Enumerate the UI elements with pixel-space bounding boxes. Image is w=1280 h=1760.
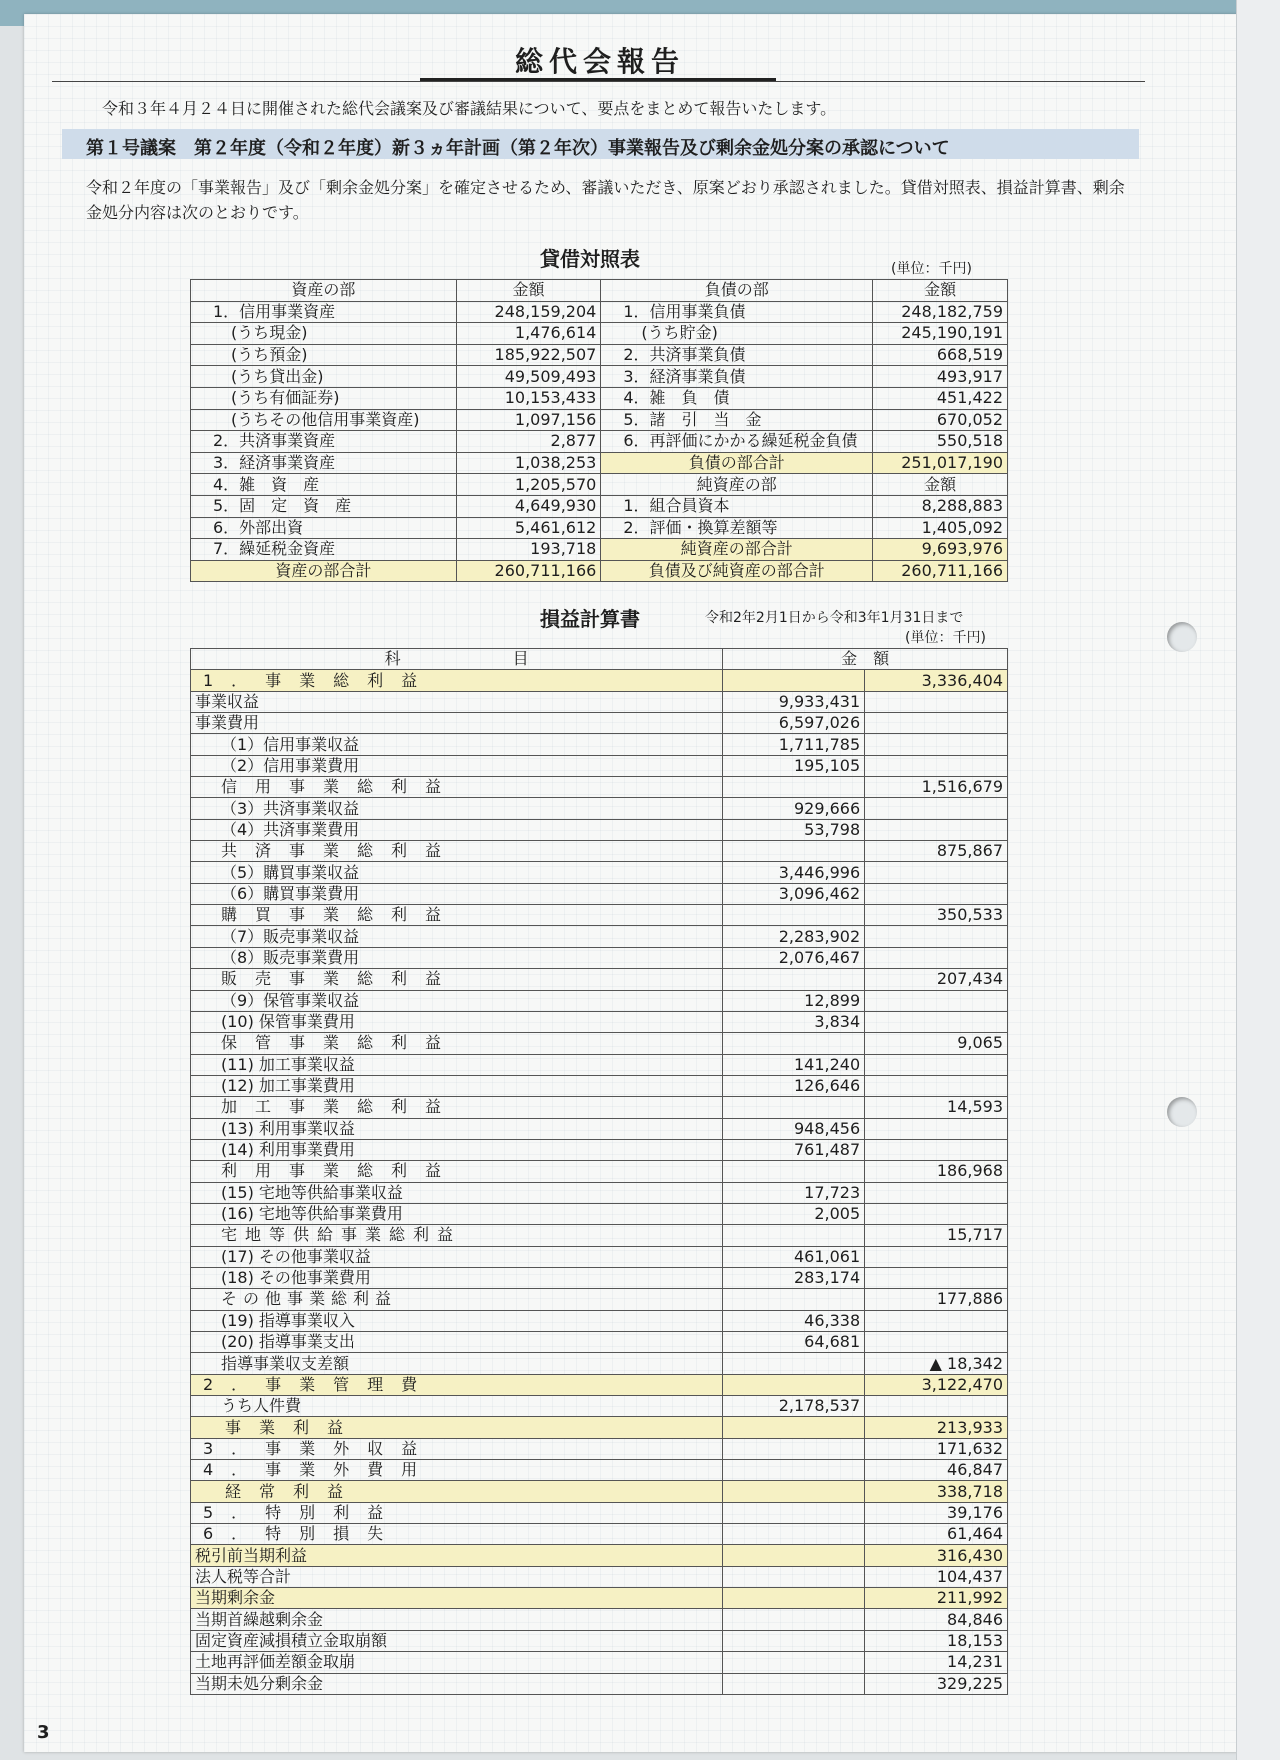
row-value	[865, 713, 1008, 734]
table-row	[191, 1353, 1008, 1374]
balance-sheet-header	[191, 280, 1008, 302]
table-row	[191, 1182, 1008, 1203]
row-value	[865, 1139, 1008, 1160]
liability-value: 668,519	[873, 344, 1008, 366]
row-subvalue: 6,597,026	[723, 713, 865, 734]
page-edge	[1236, 0, 1280, 1760]
row-label: その他事業総利益	[191, 1289, 723, 1310]
grand-total-value: 260,711,166	[873, 560, 1008, 582]
table-row	[191, 947, 1008, 968]
row-value	[865, 1075, 1008, 1096]
row-subvalue	[723, 1225, 865, 1246]
row-value	[865, 691, 1008, 712]
liability-label: 1．組合員資本	[601, 495, 873, 517]
asset-label: 6．外部出資	[191, 517, 457, 539]
row-label: 販売事業総利益	[191, 969, 723, 990]
row-subvalue	[723, 1374, 865, 1395]
income-statement-period: 令和2年2月1日から令和3年1月31日まで	[705, 610, 964, 626]
row-subvalue	[723, 1417, 865, 1438]
row-label: 6．特別損失	[191, 1524, 723, 1545]
row-subvalue	[723, 1460, 865, 1481]
row-label: (13) 利用事業収益	[191, 1118, 723, 1139]
page-number: 3	[37, 1722, 50, 1743]
row-label: 4．事業外費用	[191, 1460, 723, 1481]
asset-value: 1,205,570	[456, 474, 601, 496]
row-value: 39,176	[865, 1502, 1008, 1523]
row-label: （5）購買事業収益	[191, 862, 723, 883]
asset-label: 5．固 定 資 産	[191, 495, 457, 517]
liabilities-total-label: 負債の部合計	[601, 452, 873, 474]
liability-value: 550,518	[873, 431, 1008, 453]
row-value	[865, 1310, 1008, 1331]
row-value	[865, 1054, 1008, 1075]
row-value	[865, 1118, 1008, 1139]
liability-label: 1．信用事業負債	[601, 301, 873, 323]
row-subvalue	[723, 1289, 865, 1310]
row-label: （6）購買事業費用	[191, 883, 723, 904]
row-label: 事業利益	[191, 1417, 723, 1438]
liability-label: 3．経済事業負債	[601, 366, 873, 388]
row-subvalue: 53,798	[723, 819, 865, 840]
row-subvalue: 2,076,467	[723, 947, 865, 968]
row-subvalue: 46,338	[723, 1310, 865, 1331]
table-row	[191, 1033, 1008, 1054]
assets-total-value: 260,711,166	[456, 560, 601, 582]
row-value	[865, 883, 1008, 904]
liability-value: 8,288,883	[873, 495, 1008, 517]
income-statement-table	[190, 648, 1008, 1695]
liabilities-header: 負債の部	[601, 280, 873, 302]
row-subvalue: 12,899	[723, 990, 865, 1011]
row-value	[865, 819, 1008, 840]
table-row	[191, 1267, 1008, 1288]
row-subvalue: 3,096,462	[723, 883, 865, 904]
row-label: (15) 宅地等供給事業収益	[191, 1182, 723, 1203]
table-row	[191, 1118, 1008, 1139]
table-row	[191, 1481, 1008, 1502]
row-value	[865, 755, 1008, 776]
row-value	[865, 1396, 1008, 1417]
row-value	[865, 990, 1008, 1011]
row-subvalue	[723, 1566, 865, 1587]
summary-paragraph: 令和２年度の「事業報告」及び「剰余金処分案」を確定させるため、審議いただき、原案どおり承認されました。貸借対照表、損益計算書、剰余金処分内容は次のとおりです。	[86, 178, 1125, 222]
row-subvalue: 2,005	[723, 1203, 865, 1224]
row-subvalue: 2,178,537	[723, 1396, 865, 1417]
row-label: （4）共済事業費用	[191, 819, 723, 840]
table-row	[191, 344, 1008, 366]
row-value: 84,846	[865, 1609, 1008, 1630]
table-row	[191, 323, 1008, 345]
assets-total-label: 資産の部合計	[191, 560, 457, 582]
row-subvalue: 283,174	[723, 1267, 865, 1288]
row-value: 316,430	[865, 1545, 1008, 1566]
table-row	[191, 1588, 1008, 1609]
row-subvalue	[723, 1161, 865, 1182]
asset-value: 2,877	[456, 431, 601, 453]
table-row	[191, 1097, 1008, 1118]
table-row	[191, 1630, 1008, 1651]
table-row	[191, 1438, 1008, 1459]
asset-value: 1,476,614	[456, 323, 601, 345]
table-row	[191, 691, 1008, 712]
liability-value: 248,182,759	[873, 301, 1008, 323]
table-row	[191, 862, 1008, 883]
table-row	[191, 926, 1008, 947]
table-row	[191, 409, 1008, 431]
row-value	[865, 1332, 1008, 1353]
row-value	[865, 947, 1008, 968]
table-row	[191, 1460, 1008, 1481]
row-label: 宅地等供給事業総利益	[191, 1225, 723, 1246]
asset-label: 2．共済事業資産	[191, 431, 457, 453]
row-label: 加工事業総利益	[191, 1097, 723, 1118]
intro-text: 令和３年４月２４日に開催された総代会議案及び審議結果について、要点をまとめて報告いたします。	[102, 99, 837, 118]
row-label: 共済事業総利益	[191, 841, 723, 862]
row-label: （7）販売事業収益	[191, 926, 723, 947]
table-row	[191, 1332, 1008, 1353]
table-row	[191, 841, 1008, 862]
table-row	[191, 539, 1008, 561]
row-label: (11) 加工事業収益	[191, 1054, 723, 1075]
row-subvalue: 461,061	[723, 1246, 865, 1267]
row-label: (18) その他事業費用	[191, 1267, 723, 1288]
row-subvalue: 761,487	[723, 1139, 865, 1160]
table-row	[191, 452, 1008, 474]
balance-sheet-title: 貸借対照表	[540, 247, 640, 271]
row-value	[865, 734, 1008, 755]
table-row	[191, 1502, 1008, 1523]
table-row	[191, 387, 1008, 409]
row-label: 1．事業総利益	[191, 670, 723, 691]
net-assets-header: 純資産の部	[601, 474, 873, 496]
row-label: 事業収益	[191, 691, 723, 712]
row-subvalue	[723, 1673, 865, 1694]
table-row	[191, 734, 1008, 755]
row-subvalue: 17,723	[723, 1182, 865, 1203]
liability-value: 670,052	[873, 409, 1008, 431]
row-value: 104,437	[865, 1566, 1008, 1587]
liability-label: (うち貯金)	[601, 323, 873, 345]
liability-value: 493,917	[873, 366, 1008, 388]
row-subvalue: 929,666	[723, 798, 865, 819]
row-label: 税引前当期利益	[191, 1545, 723, 1566]
row-subvalue	[723, 670, 865, 691]
asset-value: 193,718	[456, 539, 601, 561]
table-row	[191, 366, 1008, 388]
row-value	[865, 926, 1008, 947]
table-row	[191, 777, 1008, 798]
table-row	[191, 1609, 1008, 1630]
row-value	[865, 862, 1008, 883]
row-subvalue	[723, 1097, 865, 1118]
table-row	[191, 560, 1008, 582]
row-label: 固定資産減損積立金取崩額	[191, 1630, 723, 1651]
table-row	[191, 755, 1008, 776]
asset-label: 7．繰延税金資産	[191, 539, 457, 561]
table-row	[191, 1054, 1008, 1075]
net-assets-total-label: 純資産の部合計	[601, 539, 873, 561]
row-label: (14) 利用事業費用	[191, 1139, 723, 1160]
assets-header: 資産の部	[191, 280, 457, 302]
table-row	[191, 1161, 1008, 1182]
liability-label: 2．評価・換算差額等	[601, 517, 873, 539]
row-label: (20) 指導事業支出	[191, 1332, 723, 1353]
row-value: 177,886	[865, 1289, 1008, 1310]
row-subvalue	[723, 1652, 865, 1673]
table-row	[191, 1310, 1008, 1331]
row-label: 法人税等合計	[191, 1566, 723, 1587]
row-label: 購買事業総利益	[191, 905, 723, 926]
row-subvalue: 195,105	[723, 755, 865, 776]
row-label: 事業費用	[191, 713, 723, 734]
table-row	[191, 1545, 1008, 1566]
table-row	[191, 1011, 1008, 1032]
table-row	[191, 1225, 1008, 1246]
table-row	[191, 819, 1008, 840]
row-value: 15,717	[865, 1225, 1008, 1246]
row-subvalue	[723, 1033, 865, 1054]
binder-hole	[1167, 1097, 1197, 1127]
asset-label: (うち有価証券)	[191, 387, 457, 409]
liability-label: 5．諸 引 当 金	[601, 409, 873, 431]
table-row	[191, 517, 1008, 539]
net-assets-total-value: 9,693,976	[873, 539, 1008, 561]
liabilities-total-value: 251,017,190	[873, 452, 1008, 474]
table-row	[191, 670, 1008, 691]
row-label: 利用事業総利益	[191, 1161, 723, 1182]
row-label: (19) 指導事業収入	[191, 1310, 723, 1331]
row-value: 211,992	[865, 1588, 1008, 1609]
row-subvalue: 126,646	[723, 1075, 865, 1096]
row-subvalue: 1,711,785	[723, 734, 865, 755]
asset-label: 1．信用事業資産	[191, 301, 457, 323]
row-value	[865, 1011, 1008, 1032]
liability-value: 245,190,191	[873, 323, 1008, 345]
table-row	[191, 798, 1008, 819]
title-rule	[52, 81, 1145, 82]
table-row	[191, 1246, 1008, 1267]
asset-value: 1,097,156	[456, 409, 601, 431]
row-subvalue	[723, 1502, 865, 1523]
row-value: 213,933	[865, 1417, 1008, 1438]
row-subvalue	[723, 969, 865, 990]
row-label: 指導事業収支差額	[191, 1353, 723, 1374]
asset-value: 248,159,204	[456, 301, 601, 323]
row-subvalue	[723, 841, 865, 862]
row-subvalue	[723, 1481, 865, 1502]
row-label: （9）保管事業収益	[191, 990, 723, 1011]
asset-label: (うちその他信用事業資産)	[191, 409, 457, 431]
table-row	[191, 1524, 1008, 1545]
table-row	[191, 474, 1008, 496]
table-row	[191, 1417, 1008, 1438]
row-subvalue: 3,446,996	[723, 862, 865, 883]
amount-header: 金額	[873, 474, 1008, 496]
balance-sheet-unit: (単位：千円)	[891, 261, 972, 277]
asset-label: 3．経済事業資産	[191, 452, 457, 474]
row-value	[865, 1267, 1008, 1288]
asset-value: 49,509,493	[456, 366, 601, 388]
row-subvalue: 948,456	[723, 1118, 865, 1139]
row-value: 338,718	[865, 1481, 1008, 1502]
liability-value: 451,422	[873, 387, 1008, 409]
row-subvalue	[723, 905, 865, 926]
liability-label: 6．再評価にかかる繰延税金負債	[601, 431, 873, 453]
row-value: 329,225	[865, 1673, 1008, 1694]
row-value: 3,336,404	[865, 670, 1008, 691]
item-header: 科 目	[191, 649, 723, 670]
row-label: (12) 加工事業費用	[191, 1075, 723, 1096]
asset-value: 185,922,507	[456, 344, 601, 366]
page-title: 総代会報告	[514, 45, 685, 78]
row-label: うち人件費	[191, 1396, 723, 1417]
grand-total-label: 負債及び純資産の部合計	[601, 560, 873, 582]
row-label: （3）共済事業収益	[191, 798, 723, 819]
row-label: （1）信用事業収益	[191, 734, 723, 755]
row-value: 1,516,679	[865, 777, 1008, 798]
row-value: 3,122,470	[865, 1374, 1008, 1395]
table-row	[191, 1075, 1008, 1096]
asset-value: 4,649,930	[456, 495, 601, 517]
row-subvalue	[723, 1438, 865, 1459]
row-subvalue: 2,283,902	[723, 926, 865, 947]
liability-value: 1,405,092	[873, 517, 1008, 539]
row-value: ▲ 18,342	[865, 1353, 1008, 1374]
asset-value: 5,461,612	[456, 517, 601, 539]
row-value: 350,533	[865, 905, 1008, 926]
liability-label: 4．雑 負 債	[601, 387, 873, 409]
row-value: 14,593	[865, 1097, 1008, 1118]
row-label: 当期首繰越剰余金	[191, 1609, 723, 1630]
row-label: （2）信用事業費用	[191, 755, 723, 776]
amount-header: 金 額	[723, 649, 1008, 670]
row-label: 5．特別利益	[191, 1502, 723, 1523]
row-label: 土地再評価差額金取崩	[191, 1652, 723, 1673]
row-label: 保管事業総利益	[191, 1033, 723, 1054]
row-value: 18,153	[865, 1630, 1008, 1651]
row-subvalue	[723, 1630, 865, 1651]
row-subvalue	[723, 1545, 865, 1566]
row-subvalue: 3,834	[723, 1011, 865, 1032]
table-row	[191, 1652, 1008, 1673]
row-label: 信用事業総利益	[191, 777, 723, 798]
row-value	[865, 798, 1008, 819]
row-label: 当期未処分剰余金	[191, 1673, 723, 1694]
table-row	[191, 990, 1008, 1011]
asset-label: (うち貸出金)	[191, 366, 457, 388]
row-label: (10) 保管事業費用	[191, 1011, 723, 1032]
row-label: 当期剰余金	[191, 1588, 723, 1609]
row-subvalue: 64,681	[723, 1332, 865, 1353]
row-label: 3．事業外収益	[191, 1438, 723, 1459]
row-value: 186,968	[865, 1161, 1008, 1182]
row-label: 経常利益	[191, 1481, 723, 1502]
row-subvalue	[723, 777, 865, 798]
income-header	[191, 649, 1008, 670]
row-value	[865, 1182, 1008, 1203]
table-row	[191, 713, 1008, 734]
binder-hole	[1167, 622, 1197, 652]
table-row	[191, 883, 1008, 904]
table-row	[191, 1289, 1008, 1310]
table-row	[191, 1396, 1008, 1417]
balance-sheet-table	[190, 279, 1008, 582]
asset-value: 10,153,433	[456, 387, 601, 409]
table-row	[191, 431, 1008, 453]
row-value: 46,847	[865, 1460, 1008, 1481]
income-statement-unit: (単位：千円)	[905, 630, 986, 646]
row-value: 207,434	[865, 969, 1008, 990]
row-value: 61,464	[865, 1524, 1008, 1545]
row-subvalue	[723, 1353, 865, 1374]
row-value: 14,231	[865, 1652, 1008, 1673]
table-row	[191, 1374, 1008, 1395]
asset-label: (うち現金)	[191, 323, 457, 345]
table-row	[191, 495, 1008, 517]
row-subvalue	[723, 1588, 865, 1609]
table-row	[191, 1673, 1008, 1694]
table-row	[191, 1203, 1008, 1224]
asset-label: (うち預金)	[191, 344, 457, 366]
amount-header: 金額	[873, 280, 1008, 302]
asset-label: 4．雑 資 産	[191, 474, 457, 496]
row-subvalue	[723, 1609, 865, 1630]
row-value	[865, 1203, 1008, 1224]
table-row	[191, 1139, 1008, 1160]
row-value: 9,065	[865, 1033, 1008, 1054]
asset-value: 1,038,253	[456, 452, 601, 474]
table-row	[191, 1566, 1008, 1587]
row-value: 875,867	[865, 841, 1008, 862]
item-heading: 第１号議案 第２年度（令和２年度）新３ヵ年計画（第２年次）事業報告及び剰余金処分案の承認について	[86, 138, 950, 159]
row-value: 171,632	[865, 1438, 1008, 1459]
row-subvalue: 9,933,431	[723, 691, 865, 712]
liability-label: 2．共済事業負債	[601, 344, 873, 366]
table-row	[191, 905, 1008, 926]
income-statement-title: 損益計算書	[540, 607, 640, 631]
table-row	[191, 969, 1008, 990]
amount-header: 金額	[456, 280, 601, 302]
row-label: 2．事業管理費	[191, 1374, 723, 1395]
row-subvalue	[723, 1524, 865, 1545]
row-value	[865, 1246, 1008, 1267]
row-label: （8）販売事業費用	[191, 947, 723, 968]
row-label: (17) その他事業収益	[191, 1246, 723, 1267]
row-subvalue: 141,240	[723, 1054, 865, 1075]
table-row	[191, 301, 1008, 323]
row-label: (16) 宅地等供給事業費用	[191, 1203, 723, 1224]
